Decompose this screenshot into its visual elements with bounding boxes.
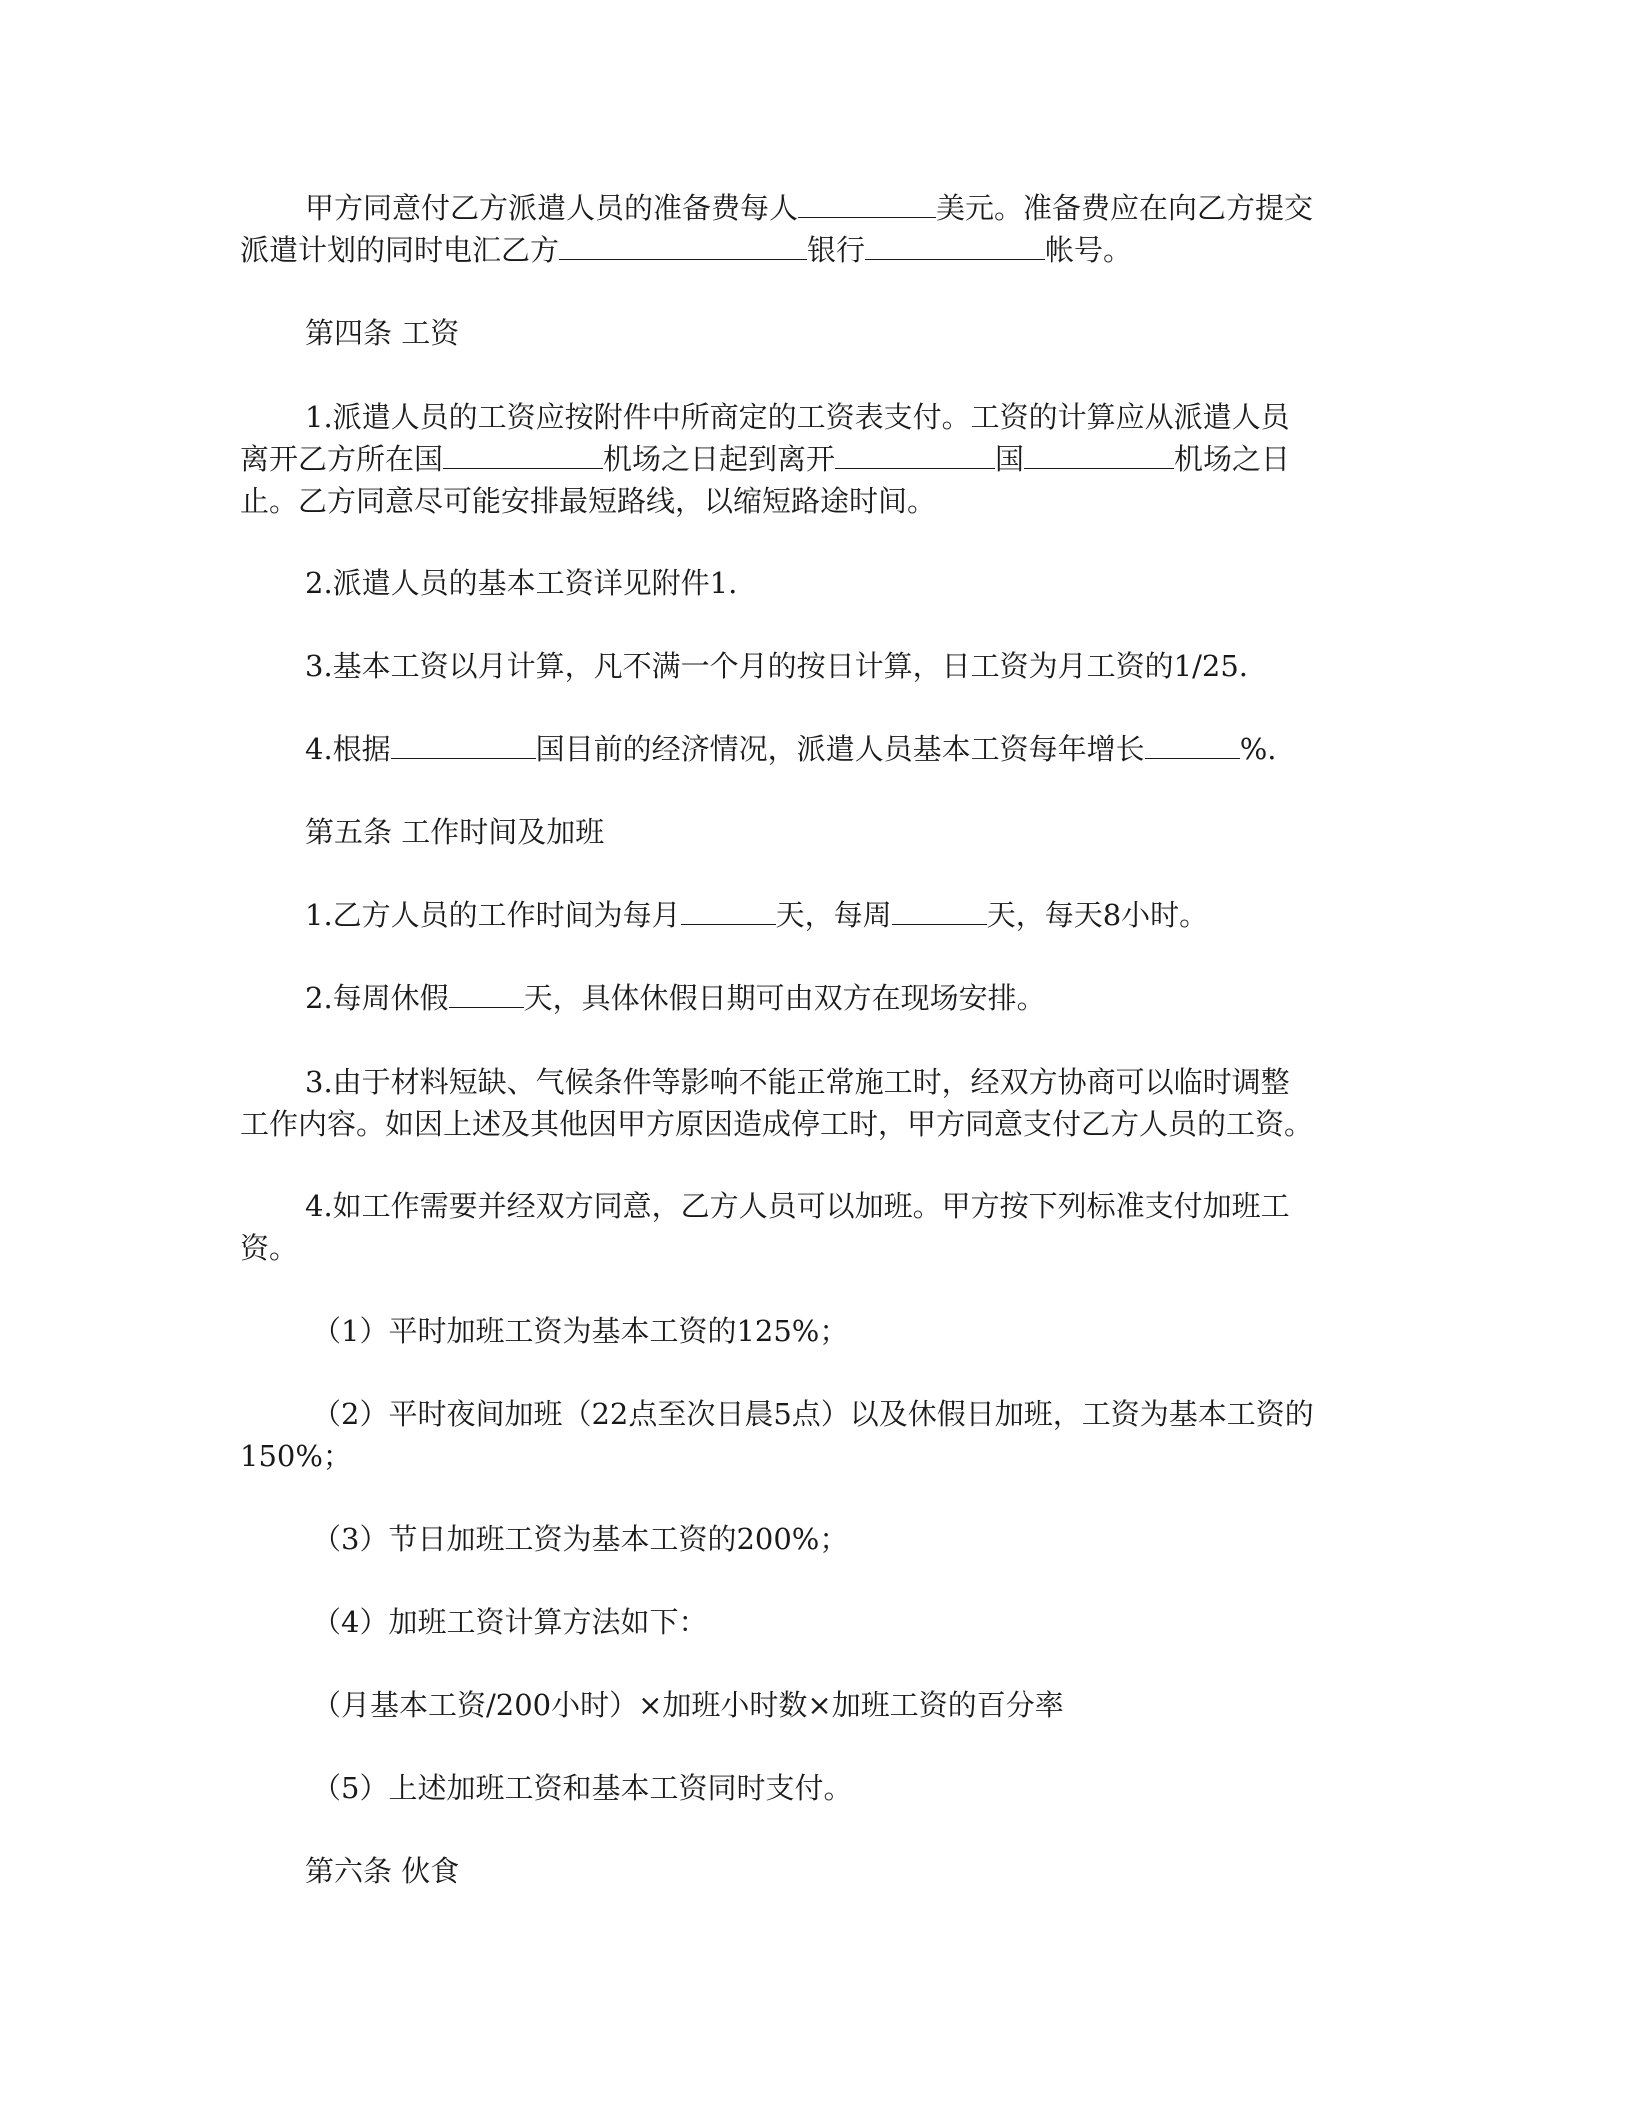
paragraph-line <box>305 187 1451 229</box>
text-segment: 国 <box>995 442 1025 476</box>
fill-in-blank-arrival-airport <box>1024 438 1174 469</box>
paragraph-line: 3.由于材料短缺、气候条件等影响不能正常施工时，经双方协商可以临时调整 <box>305 1065 1290 1099</box>
text-segment: 天，具体休假日期可由双方在现场安排。 <box>523 981 1046 1015</box>
paragraph-line: 工作内容。如因上述及其他因甲方原因造成停工时，甲方同意支付乙方人员的工资。 <box>240 1107 1314 1141</box>
paragraph-line: 资。 <box>240 1231 299 1265</box>
paragraph-line: 1.派遣人员的工资应按附件中所商定的工资表支付。工资的计算应从派遣人员 <box>305 400 1290 434</box>
paragraph-line: 止。乙方同意尽可能安排最短路线，以缩短路途时间。 <box>240 484 937 518</box>
fill-in-blank-account <box>865 229 1045 260</box>
paragraph-line <box>240 229 1451 271</box>
fill-in-blank-country <box>835 438 995 469</box>
overtime-rule-3: （3）节日加班工资为基本工资的200%； <box>312 1522 849 1556</box>
heading-article-4: 第四条 工资 <box>305 316 460 350</box>
paragraph-preparation-fee <box>240 187 1451 271</box>
paragraph-line: 4.如工作需要并经双方同意，乙方人员可以加班。甲方按下列标准支付加班工 <box>305 1189 1290 1223</box>
paragraph-line <box>240 438 1451 480</box>
text-segment: 甲方同意付乙方派遣人员的准备费每人 <box>305 191 799 225</box>
text-segment: 离开乙方所在国 <box>240 442 444 476</box>
text-segment: 银行 <box>807 233 866 267</box>
fill-in-blank-country <box>391 728 536 759</box>
fill-in-blank-days-per-month <box>681 894 776 925</box>
text-segment: 国目前的经济情况，派遣人员基本工资每年增长 <box>535 732 1145 766</box>
overtime-rule-1: （1）平时加班工资为基本工资的125%； <box>312 1314 849 1348</box>
overtime-rule-5: （5）上述加班工资和基本工资同时支付。 <box>312 1771 853 1805</box>
paragraph-4-1 <box>240 396 1451 522</box>
overtime-rule-2 <box>240 1393 1458 1477</box>
text-segment: 4.根据 <box>305 732 391 766</box>
paragraph-4-3: 3.基本工资以月计算，凡不满一个月的按日计算，日工资为月工资的1/25. <box>305 649 1249 683</box>
heading-article-5: 第五条 工作时间及加班 <box>305 815 605 849</box>
fill-in-blank-rest-days <box>449 977 524 1008</box>
text-segment: 派遣计划的同时电汇乙方 <box>240 233 560 267</box>
overtime-formula: （月基本工资/200小时）×加班小时数×加班工资的百分率 <box>312 1688 1064 1722</box>
fill-in-blank-amount <box>798 187 936 218</box>
fill-in-blank-days-per-week <box>892 894 987 925</box>
text-segment: 机场之日 <box>1174 442 1291 476</box>
fill-in-blank-bank <box>559 229 807 260</box>
paragraph-4-4 <box>240 728 1451 770</box>
paragraph-5-3 <box>240 1061 1451 1145</box>
paragraph-5-1 <box>240 894 1451 936</box>
text-segment: 机场之日起到离开 <box>603 442 836 476</box>
paragraph-5-2 <box>240 977 1451 1019</box>
text-segment: 天，每周 <box>775 898 892 932</box>
text-segment: %. <box>1239 732 1277 766</box>
text-segment: 1.乙方人员的工作时间为每月 <box>305 898 681 932</box>
fill-in-blank-percentage <box>1145 728 1240 759</box>
text-segment: 2.每周休假 <box>305 981 449 1015</box>
paragraph-5-4 <box>240 1185 1451 1269</box>
text-segment: 帐号。 <box>1045 233 1133 267</box>
paragraph-line: 150%； <box>240 1439 352 1473</box>
paragraph-line: （2）平时夜间加班（22点至次日晨5点）以及休假日加班，工资为基本工资的 <box>312 1397 1314 1431</box>
fill-in-blank-departure-airport <box>443 438 603 469</box>
heading-article-6: 第六条 伙食 <box>305 1854 460 1888</box>
overtime-rule-4: （4）加班工资计算方法如下： <box>312 1605 708 1639</box>
text-segment: 美元。准备费应在向乙方提交 <box>936 191 1314 225</box>
text-segment: 天，每天8小时。 <box>986 898 1209 932</box>
paragraph-4-2: 2.派遣人员的基本工资详见附件1. <box>305 566 738 600</box>
